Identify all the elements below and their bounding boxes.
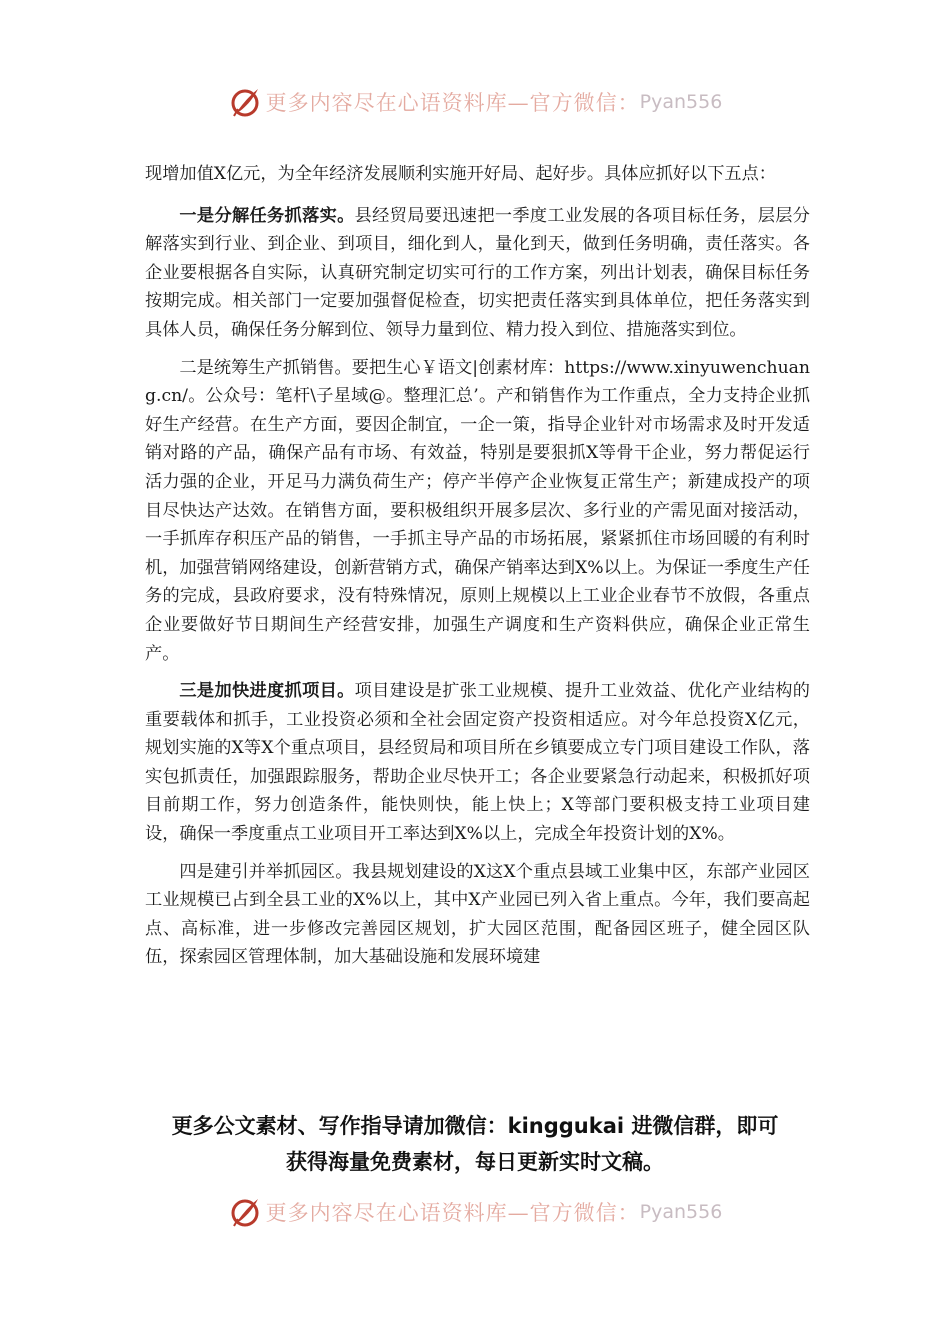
quill-logo-icon [228, 1195, 262, 1229]
brand-text: 更多内容尽在心语资料库—官方微信： [265, 91, 640, 115]
point-3-heading: 三是加快进度抓项目。 [179, 681, 355, 702]
point-4-text: 我县规划建设的X这X个重点县域工业集中区，东部产业园区工业规模已占到全县工业的X%以上，其中X产业园已列入省上重点。今年，我们要高起点、高标准，进一步修改完善园区规划，扩大园区范围，配备园区班子，健全园区队伍，探索园区管理体制，加大基础设施和发展环境建 [145, 861, 810, 968]
brand-wechat-id: Pyan556 [639, 91, 723, 113]
paragraph-point-1 [145, 202, 810, 345]
paragraph-point-3 [145, 677, 810, 849]
footer-brand [0, 1192, 950, 1232]
point-1-text: 县经贸局要迅速把一季度工业发展的各项目标任务，层层分解落实到行业、到企业、到项目，细化到人，量化到天，做到任务明确，责任落实。各企业要根据各自实际，认真研究制定切实可行的工作方案，列出计划表，确保目标任务按期完成。相关部门一定要加强督促检查，切实把责任落实到具体单位，把任务落实到具体人员，确保任务分解到位、领导力量到位、精力投入到位、措施落实到位。 [145, 205, 810, 340]
document-body [145, 160, 810, 981]
point-1-heading: 一是分解任务抓落实。 [179, 205, 355, 226]
quill-logo-icon [228, 85, 262, 119]
brand-wechat-id: Pyan556 [639, 1201, 723, 1223]
point-4-heading: 四是建引并举抓园区。 [179, 861, 353, 882]
paragraph-continuation: 现增加值X亿元，为全年经济发展顺利实施开好局、起好步。具体应抓好以下五点： [145, 164, 776, 184]
paragraph-point-4 [145, 858, 810, 972]
brand-text: 更多内容尽在心语资料库—官方微信： [265, 1201, 640, 1225]
header-brand [0, 82, 950, 122]
promo-banner [140, 1108, 810, 1180]
point-2-heading: 二是统筹生产抓销售。 [179, 357, 352, 378]
point-2-text: 要把生心￥语文|创素材库：https://www.xinyuwenchuang.cn/。公众号：笔杆\子星域@。整理汇总’。产和销售作为工作重点，全力支持企业抓好生产经营。在生产方面，要因企制宜，一企一策，指导企业针对市场需求及时开发适销对路的产品，确保产品有市场、有效益，特别是要狠抓X等骨干企业，努力帮促运行活力强的企业，开足马力满负荷生产；停产半停产企业恢复正常生产；新建成投产的项目尽快达产达效。在销售方面，要积极组织开展多层次、多行业的产需见面对接活动，一手抓库存积压产品的销售，一手抓主导产品的市场拓展，紧紧抓住市场回暖的有利时机，加强营销网络建设，创新营销方式，确保产销率达到X%以上。为保证一季度生产任务的完成，县政府要求，没有特殊情况，原则上规模以上工业企业春节不放假，各重点企业要做好节日期间生产经营安排，加强生产调度和生产资料供应，确保企业正常生产。 [145, 357, 810, 664]
point-3-text: 项目建设是扩张工业规模、提升工业效益、优化产业结构的重要载体和抓手，工业投资必须和全社会固定资产投资相适应。对今年总投资X亿元，规划实施的X等X个重点项目，县经贸局和项目所在乡镇要成立专门项目建设工作队，落实包抓责任，加强跟踪服务，帮助企业尽快开工；各企业要紧急行动起来，积极抓好项目前期工作，努力创造条件，能快则快，能上快上；X等部门要积极支持工业项目建设，确保一季度重点工业项目开工率达到X%以上，完成全年投资计划的X%。 [145, 681, 810, 845]
promo-line-2: 获得海量免费素材，每日更新实时文稿。 [286, 1150, 664, 1174]
paragraph-point-2 [145, 354, 810, 669]
promo-line-1: 更多公文素材、写作指导请加微信：kinggukai 进微信群，即可 [171, 1114, 779, 1138]
